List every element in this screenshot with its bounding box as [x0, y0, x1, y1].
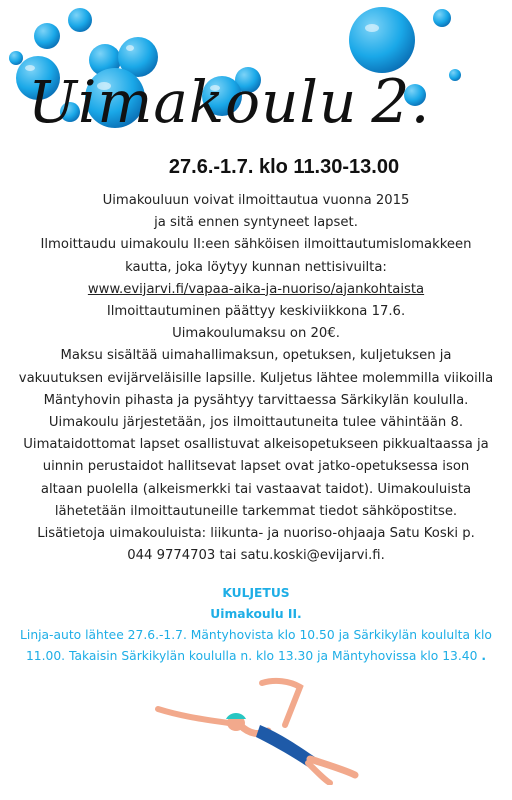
title-text: Uimakoulu	[28, 68, 358, 136]
transport-subheading: Uimakoulu II.	[210, 607, 302, 621]
body-line: Mäntyhovin pihasta ja pysähtyy tarvittaessa Särkikylän koululla.	[43, 392, 469, 408]
body-line: Uimataidottomat lapset osallistuvat alkeisopetukseen pikkualtaassa ja	[23, 437, 489, 453]
body-line: Ilmoittaudu uimakoulu II:een sähköisen ilmoittautumislomakkeen	[40, 237, 472, 253]
swimmer-illustration	[150, 675, 365, 785]
transport-line: Linja-auto lähtee 27.6.-1.7. Mäntyhovista klo 10.50 ja Särkikylän koululta klo	[20, 628, 492, 642]
body-line: Uimakouluun voivat ilmoittautua vuonna 2015	[102, 193, 410, 208]
transport-section	[10, 583, 502, 667]
event-dates: 27.6.-1.7. klo 11.30-13.00	[168, 156, 400, 178]
body-line: Maksu sisältää uimahallimaksun, opetuksen, kuljetuksen ja	[60, 348, 452, 364]
body-line: Ilmoittautuminen päättyy keskiviikkona 17.6.	[106, 304, 406, 320]
title-number: 2.	[371, 67, 431, 137]
body-line: uinnin perustaidot hallitsevat lapset ovat jatko-opetuksessa ison	[42, 459, 470, 475]
transport-end-mark: .	[481, 649, 487, 663]
body-line: vakuutuksen evijärveläisille lapsille. Kuljetus lähtee molemmilla viikoilla	[18, 370, 494, 386]
body-line: lähetetään ilmoittautuneille tarkemmat tiedot sähköpostitse.	[54, 503, 458, 519]
body-line: ja sitä ennen syntyneet lapset.	[154, 215, 358, 231]
description	[12, 190, 500, 567]
transport-heading: KULJETUS	[222, 586, 290, 600]
body-line: 044 9774703 tai satu.koski@evijarvi.fi.	[127, 548, 385, 564]
body-line: altaan puolella (alkeismerkki tai vastaavat taidot). Uimakouluista	[40, 481, 472, 497]
website-link[interactable]: www.evijarvi.fi/vapaa-aika-ja-nuoriso/ajankohtaista	[87, 281, 425, 297]
body-line: Uimakoulu järjestetään, jos ilmoittautuneita tulee vähintään 8.	[48, 415, 464, 431]
page-title	[28, 52, 488, 152]
transport-line: 11.00. Takaisin Särkikylän koululla n. klo 13.30 ja Mäntyhovissa klo 13.40	[25, 649, 478, 663]
body-line: Uimakoulumaksu on 20€.	[172, 326, 340, 342]
body-line: kautta, joka löytyy kunnan nettisivuilta:	[125, 259, 387, 275]
body-line: Lisätietoja uimakouluista: liikunta- ja nuoriso-ohjaaja Satu Koski p.	[37, 526, 475, 542]
